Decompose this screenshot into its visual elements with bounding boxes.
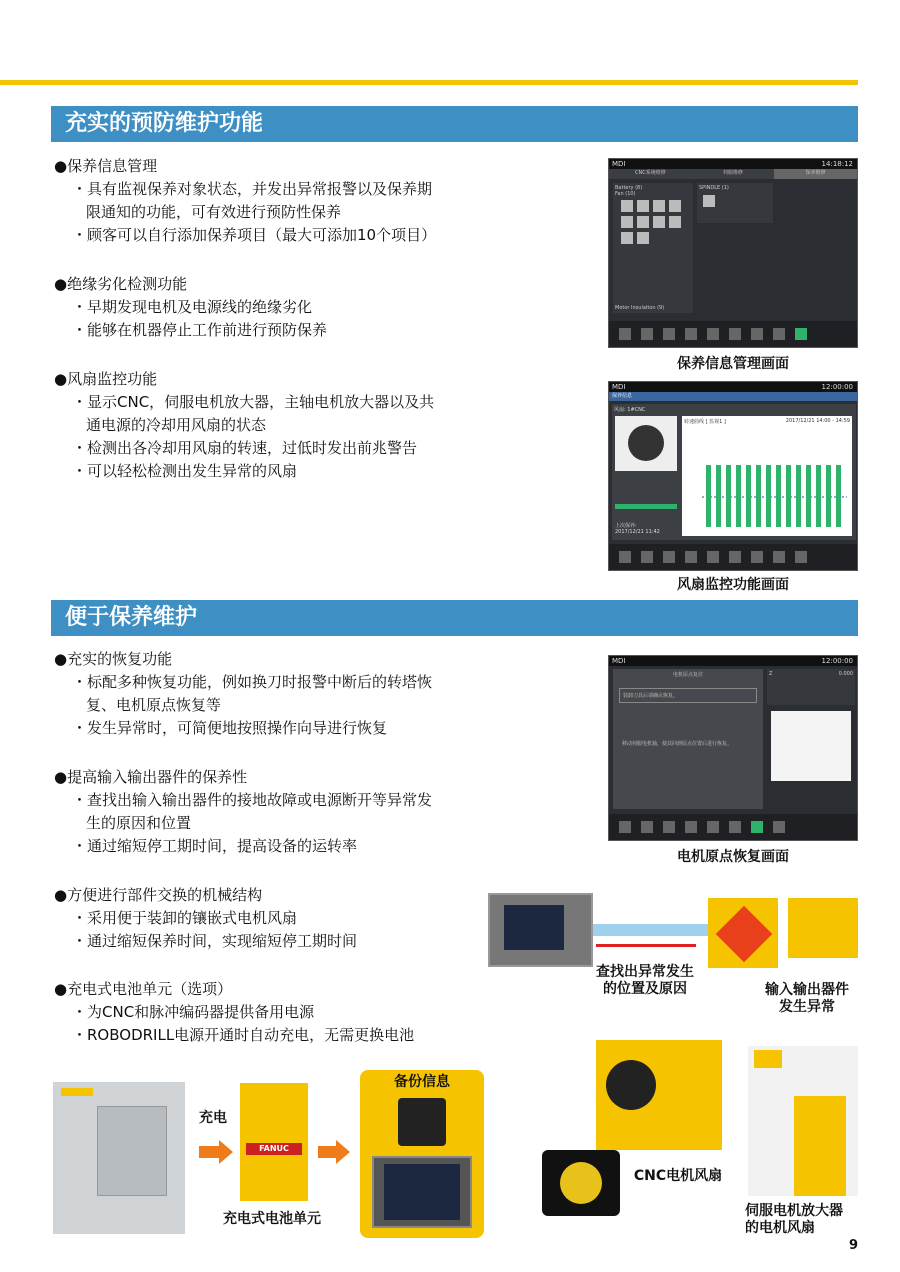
step-1: 装卸刀具后请确认恢复。 [619,688,757,703]
io-module-ok [788,898,858,958]
bullet-line: 限通知的功能，可有效进行预防性保养 [86,203,342,221]
label-cnc-fan: CNC电机风扇 [633,1168,723,1184]
fan-speed-bar-mark [826,465,831,527]
label-servo-fan [745,1203,865,1237]
step-2: 移动伺服电机轴，使其回到原点位置后进行恢复。 [622,741,733,747]
group-io-maint [54,766,432,858]
group-insulation [54,273,327,342]
last-maint-date: 2017/12/21 11:42 [615,529,660,535]
row-spindle: SPINDLE (1) [699,185,729,191]
caption-fan-screen: 风扇监控功能画面 [677,577,789,593]
bullet-line: ・显示CNC，伺服电机放大器，主轴电机放大器以及共 [72,393,435,411]
label-servo-fan-text: 伺服电机放大器 的电机风扇 [745,1203,843,1236]
bullet-line: ・能够在机器停止工作前进行预防保养 [72,321,328,339]
softkey-bar [609,321,857,347]
maintenance-info-screenshot [608,158,858,348]
chart-title: 转速曲线 [ 监视1 ] [684,419,726,425]
speed-bars [682,427,852,537]
recovery-title: 电机原点复位 [672,672,703,678]
axis-panel: Z 0.000 [767,669,855,705]
arrow-stem-2 [318,1146,336,1158]
label-charge: 充电 [199,1110,227,1126]
screen-tabs [609,169,857,179]
bullet-line: ・顾客可以自行添加保养项目（最大可添加10个项目） [72,226,437,244]
group-maintenance-info [54,155,436,247]
group-battery [54,978,414,1047]
fan-speed-bar-mark [726,465,731,527]
fan-icons [621,200,691,244]
screen-title: 保养信息 [609,392,857,401]
group-heading: ●绝缘劣化检测功能 [54,275,188,293]
chart-range: 2017/12/21 14:00 - 14:59 [785,418,850,424]
red-arrow-line [596,944,696,947]
fan-panel [612,404,856,540]
battery-unit-image [240,1083,308,1201]
origin-recovery-screenshot [608,655,858,841]
bullet-line: ・发生异常时，可简便地按照操作向导进行恢复 [72,719,388,737]
io-module-faulty [708,898,778,968]
recovery-steps [613,669,763,809]
clock: 12:00:00 [821,657,853,665]
cnc-fan-assembly-image [596,1040,722,1150]
last-maint-label: 上次保养: [615,523,637,529]
group-fan-monitor [54,368,434,483]
backup-panel [360,1070,484,1238]
fan-photo [615,416,677,471]
servo-amp-fan-image [748,1046,858,1196]
bullet-line: 生的原因和位置 [86,814,192,832]
group-heading: ●提高输入输出器件的保养性 [54,768,248,786]
cnc-fan-image [542,1150,620,1216]
bullet-line: ・标配多种恢复功能，例如换刀时报警中断后的转塔恢 [72,673,433,691]
label-battery-unit: 充电式电池单元 [223,1211,321,1227]
row-fan: Fan (10) [615,191,636,197]
group-heading: ●风扇监控功能 [54,370,158,388]
label-backup: 备份信息 [394,1074,450,1090]
mode-label: MDI [612,383,626,391]
bullet-line: ・为CNC和脉冲编码器提供备用电源 [72,1003,315,1021]
tab-maint: 保养维修 [774,169,857,179]
label-io-fault-text: 输入输出器件 发生异常 [765,982,849,1015]
cnc-panel-image [488,893,593,967]
fan-speed-bar-mark [816,465,821,527]
softkey-bar [609,544,857,570]
tab-servo: 伺服维修 [723,170,744,176]
bullet-line: ・采用便于装卸的镶嵌式电机风扇 [72,909,298,927]
row-battery: Battery (8) [615,185,643,191]
bullet-line: ・检测出各冷却用风扇的转速，过低时发出前兆警告 [72,439,418,457]
bullet-line: ・通过缩短停工期时间，提高设备的运转率 [72,837,358,855]
group-heading: ●方便进行部件交换的机械结构 [54,886,263,904]
arrow-stem-1 [199,1146,219,1158]
label-find-cause-text: 查找出异常发生 的位置及原因 [596,964,694,997]
fan-speed-bar-mark [716,465,721,527]
label-io-fault [752,982,862,1016]
io-cable [593,924,713,936]
label-find-cause [590,964,700,998]
fan-speed-bar-mark [836,465,841,527]
item-list [613,183,693,313]
screen-status-bar [609,159,857,169]
fan-name: 风扇: 1#CNC [614,407,646,413]
mode-label: MDI [612,160,626,168]
group-heading: ●充电式电池单元（选项） [54,980,233,998]
fan-speed-bar-mark [706,465,711,527]
softkey-bar [609,814,857,840]
fan-speed-bar-mark [776,465,781,527]
top-rule [0,80,858,85]
fan-speed-bar-mark [756,465,761,527]
caption-maintenance-screen: 保养信息管理画面 [677,356,789,372]
fan-speed-bar-mark [796,465,801,527]
group-heading: ●保养信息管理 [54,157,158,175]
bullet-line: 通电源的冷却用风扇的状态 [86,416,267,434]
clock: 14:18:12 [821,160,853,168]
page-number: 9 [848,1238,858,1253]
bullet-line: ・具有监视保养对象状态，并发出异常报警以及保养期 [72,180,433,198]
group-recovery [54,648,432,740]
robodrill-machine-image [53,1082,185,1234]
fan-speed-bar-mark [746,465,751,527]
bullet-line: ・查找出输入输出器件的接地故障或电源断开等异常发 [72,791,433,809]
fan-speed-bar-mark [766,465,771,527]
group-heading: ●充实的恢复功能 [54,650,173,668]
clock: 12:00:00 [821,383,853,391]
spindle-panel [697,183,773,223]
section-title-easy-maintenance: 便于保养维护 [51,600,858,636]
arrow-2 [336,1140,350,1164]
screen-status-bar [609,382,857,392]
row-insulation: Motor Insulation (9) [615,305,665,311]
mode-label: MDI [612,657,626,665]
fan-speed-bar-mark [736,465,741,527]
bullet-line: ・ROBODRILL电源开通时自动充电，无需更换电池 [72,1026,415,1044]
cnc-screen-image [372,1156,472,1228]
fanuc-logo: FANUC [246,1143,302,1155]
fan-monitor-screenshot [608,381,858,571]
fan-speed-bar-mark [786,465,791,527]
fan-speed-bar [615,504,677,509]
caption-origin-screen: 电机原点恢复画面 [677,849,789,865]
bullet-line: ・早期发现电机及电源线的绝缘劣化 [72,298,313,316]
speed-chart [682,416,852,536]
bullet-line: 复、电机原点恢复等 [86,696,222,714]
bullet-line: ・通过缩短保养时间，实现缩短停工期时间 [72,932,358,950]
machine-diagram [771,711,851,781]
axis-z-value: 0.000 [838,671,853,677]
group-part-exchange [54,884,357,953]
servo-motor-image [398,1098,446,1146]
tab-cnc: CNC系统维修 [634,170,666,176]
arrow-1 [219,1140,233,1164]
fan-speed-bar-mark [806,465,811,527]
section-title-preventive: 充实的预防维护功能 [51,106,858,142]
bullet-line: ・可以轻松检测出发生异常的风扇 [72,462,298,480]
screen-status-bar [609,656,857,666]
